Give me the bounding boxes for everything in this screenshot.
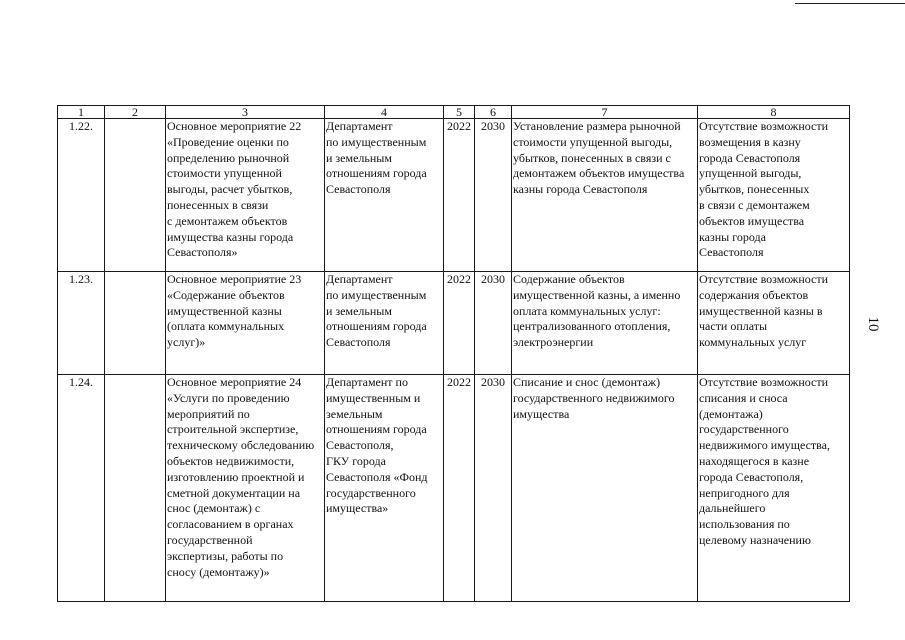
table-row [58, 272, 850, 375]
end-year-cell: 2030 [475, 272, 512, 375]
header-col-8: 8 [698, 106, 850, 119]
table-row [58, 375, 850, 602]
start-year-cell: 2022 [444, 272, 475, 375]
event-cell: Основное мероприятие 23 «Содержание объектов имущественной казны (оплата коммунальных услуг)» [166, 272, 325, 375]
end-year-cell: 2030 [475, 375, 512, 602]
header-col-4: 4 [325, 106, 444, 119]
header-col-2: 2 [105, 106, 166, 119]
header-row [58, 106, 850, 119]
executor-cell: Департамент по имущественным и земельным отношениям города Севастополя [325, 119, 444, 272]
row-col-2 [105, 272, 166, 375]
consequence-cell: Отсутствие возможности списания и сноса (демонтажа) государственного недвижимого имущества, находящегося в казне города Севастополя, непригодного для дальнейшего использования по целевому назначению [698, 375, 850, 602]
row-number: 1.23. [58, 272, 105, 375]
event-cell: Основное мероприятие 22 «Проведение оценки по определению рыночной стоимости упущенной выгоды, расчет убытков, понесенных в связи с демонтажем объектов имущества казны города Севастополя» [166, 119, 325, 272]
page-number: 10 [865, 316, 881, 332]
start-year-cell: 2022 [444, 375, 475, 602]
row-col-2 [105, 375, 166, 602]
executor-cell: Департамент по имущественным и земельным отношениям города Севастополя [325, 272, 444, 375]
result-cell: Установление размера рыночной стоимости упущенной выгоды, убытков, понесенных в связи с демонтажем объектов имущества казны города Севастополя [512, 119, 698, 272]
header-col-6: 6 [475, 106, 512, 119]
document-table [57, 105, 850, 602]
start-year-cell: 2022 [444, 119, 475, 272]
end-year-cell: 2030 [475, 119, 512, 272]
row-number: 1.24. [58, 375, 105, 602]
row-col-2 [105, 119, 166, 272]
consequence-cell: Отсутствие возможности содержания объектов имущественной казны в части оплаты коммунальных услуг [698, 272, 850, 375]
top-rule [795, 3, 905, 4]
result-cell: Содержание объектов имущественной казны, а именно оплата коммунальных услуг: централизованного отопления, электроэнергии [512, 272, 698, 375]
row-number: 1.22. [58, 119, 105, 272]
event-cell: Основное мероприятие 24 «Услуги по проведению мероприятий по строительной экспертизе, техническому обследованию объектов недвижимости, изготовлению проектной и сметной документации на снос (демонтаж) с согласованием в органах государственной экспертизы, работы по сносу (демонтажу)» [166, 375, 325, 602]
consequence-cell: Отсутствие возможности возмещения в казну города Севастополя упущенной выгоды, убытков, понесенных в связи с демонтажем объектов имущества казны города Севастополя [698, 119, 850, 272]
table-row [58, 119, 850, 272]
executor-cell: Департамент по имущественным и земельным отношениям города Севастополя, ГКУ города Севастополя «Фонд государственного имущества» [325, 375, 444, 602]
result-cell: Списание и снос (демонтаж) государственного недвижимого имущества [512, 375, 698, 602]
header-col-3: 3 [166, 106, 325, 119]
header-col-5: 5 [444, 106, 475, 119]
header-col-7: 7 [512, 106, 698, 119]
header-col-1: 1 [58, 106, 105, 119]
